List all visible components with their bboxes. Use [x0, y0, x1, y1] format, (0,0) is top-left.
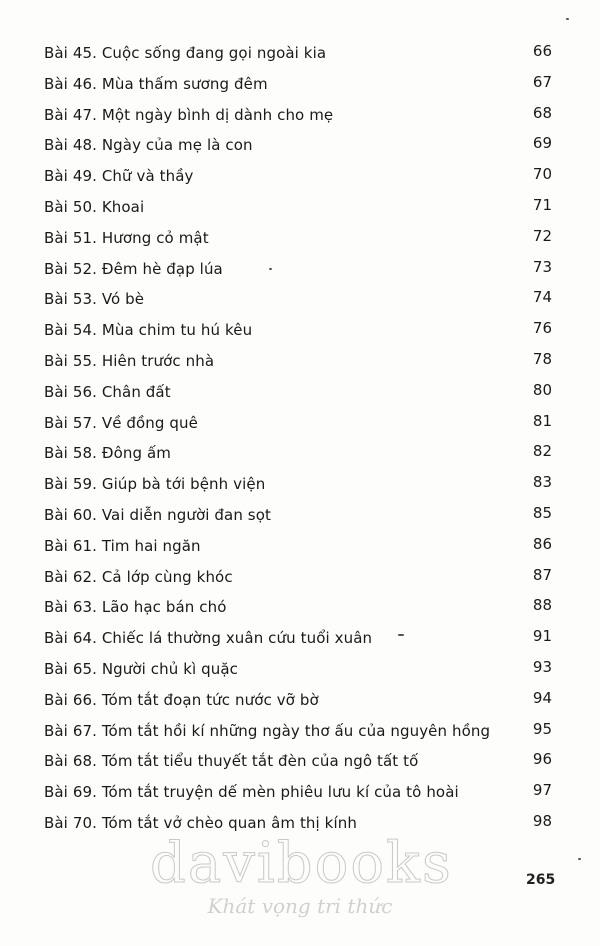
toc-entry-title: Bài 63. Lão hạc bán chó: [44, 598, 227, 617]
scan-speck: [269, 268, 272, 270]
toc-entry-page: 91: [532, 627, 552, 646]
toc-entry: [0, 685, 600, 716]
toc-entry: [0, 531, 600, 562]
toc-entry: [0, 562, 600, 593]
toc-entry-page: 68: [532, 103, 552, 122]
scan-speck: [398, 634, 404, 636]
toc-entry: [0, 408, 600, 439]
toc-entry-page: 94: [532, 688, 552, 707]
toc-entry-page: 98: [532, 811, 552, 830]
toc-entry-title: Bài 49. Chữ và thầy: [44, 167, 194, 186]
toc-entry-page: 88: [532, 596, 552, 615]
toc-entry-title: Bài 58. Đông ấm: [44, 444, 171, 463]
toc-entry-title: Bài 59. Giúp bà tới bệnh viện: [44, 475, 266, 494]
toc-entry-title: Bài 54. Mùa chim tu hú kêu: [44, 321, 253, 340]
toc-entry-title: Bài 51. Hương cỏ mật: [44, 228, 209, 247]
toc-entry: [0, 438, 600, 469]
toc-entry-title: Bài 69. Tóm tắt truyện dế mèn phiêu lưu kí của tô hoài: [44, 783, 459, 802]
table-of-contents: [0, 38, 600, 839]
scan-speck: [566, 18, 569, 20]
toc-entry-page: 86: [532, 534, 552, 553]
toc-entry-title: Bài 67. Tóm tắt hồi kí những ngày thơ ấu của nguyên hồng: [44, 721, 491, 740]
toc-entry: [0, 654, 600, 685]
toc-entry-page: 66: [532, 42, 552, 60]
toc-entry-title: Bài 70. Tóm tắt vở chèo quan âm thị kính: [44, 813, 357, 832]
toc-entry-title: Bài 50. Khoai: [44, 197, 145, 216]
toc-entry: [0, 69, 600, 100]
toc-entry-page: 71: [532, 195, 552, 214]
toc-entry-page: 74: [532, 288, 552, 307]
toc-entry-page: 76: [532, 319, 552, 338]
toc-entry-title: Bài 62. Cả lớp cùng khóc: [44, 567, 233, 586]
page-number: 265: [526, 872, 556, 888]
toc-entry: [0, 346, 600, 377]
scan-speck: [578, 858, 581, 860]
toc-entry: [0, 223, 600, 254]
toc-entry-page: 72: [532, 226, 552, 245]
toc-entry-page: 85: [532, 503, 552, 522]
toc-entry: [0, 130, 600, 161]
toc-entry-title: Bài 57. Về đồng quê: [44, 413, 198, 432]
toc-entry-title: Bài 46. Mùa thấm sương đêm: [44, 74, 268, 93]
toc-entry: [0, 315, 600, 346]
toc-entry: [0, 500, 600, 531]
toc-entry: [0, 377, 600, 408]
toc-entry: [0, 746, 600, 777]
toc-entry-title: Bài 45. Cuộc sống đang gọi ngoài kia: [44, 44, 327, 62]
toc-entry: [0, 777, 600, 808]
toc-entry-page: 80: [532, 380, 552, 399]
watermark: [150, 831, 453, 918]
toc-entry: [0, 100, 600, 131]
toc-entry: [0, 716, 600, 747]
toc-entry-page: 67: [532, 72, 552, 91]
toc-entry-page: 82: [532, 442, 552, 461]
toc-entry-title: Bài 65. Người chủ kì quặc: [44, 659, 239, 678]
toc-entry: [0, 469, 600, 500]
toc-entry-title: Bài 60. Vai diễn người đan sọt: [44, 505, 271, 524]
toc-entry-title: Bài 64. Chiếc lá thường xuân cứu tuổi xuân: [44, 629, 373, 648]
toc-entry-title: Bài 48. Ngày của mẹ là con: [44, 136, 253, 155]
toc-entry-title: Bài 52. Đêm hè đạp lúa: [44, 259, 223, 278]
toc-entry-title: Bài 68. Tóm tắt tiểu thuyết tắt đèn của ngô tất tố: [44, 752, 419, 771]
toc-entry: [0, 38, 600, 69]
toc-entry-title: Bài 47. Một ngày bình dị dành cho mẹ: [44, 105, 334, 124]
toc-entry-page: 78: [532, 349, 552, 368]
toc-entry-page: 69: [532, 134, 552, 153]
toc-entry: [0, 284, 600, 315]
toc-entry-page: 87: [532, 565, 552, 584]
toc-entry-title: Bài 55. Hiên trước nhà: [44, 351, 215, 370]
toc-entry-title: Bài 56. Chân đất: [44, 382, 171, 401]
toc-entry-page: 83: [532, 473, 552, 492]
toc-entry-page: 73: [532, 257, 552, 276]
toc-entry: [0, 192, 600, 223]
toc-entry-page: 93: [532, 657, 552, 676]
toc-entry-title: Bài 53. Vó bè: [44, 290, 145, 309]
toc-entry-page: 96: [532, 750, 552, 769]
toc-entry-title: Bài 66. Tóm tắt đoạn tức nước vỡ bờ: [44, 690, 319, 709]
toc-entry: [0, 254, 600, 285]
toc-entry-title: Bài 61. Tim hai ngăn: [44, 536, 201, 555]
toc-entry: [0, 161, 600, 192]
toc-entry: [0, 623, 600, 654]
toc-entry-page: 95: [532, 719, 552, 738]
toc-entry-page: 70: [532, 165, 552, 184]
toc-entry: [0, 592, 600, 623]
watermark-tagline: Khát vọng tri thức: [207, 894, 393, 918]
toc-entry-page: 81: [532, 411, 552, 430]
watermark-brand: davibooks: [150, 831, 453, 896]
toc-entry-page: 97: [532, 781, 552, 800]
